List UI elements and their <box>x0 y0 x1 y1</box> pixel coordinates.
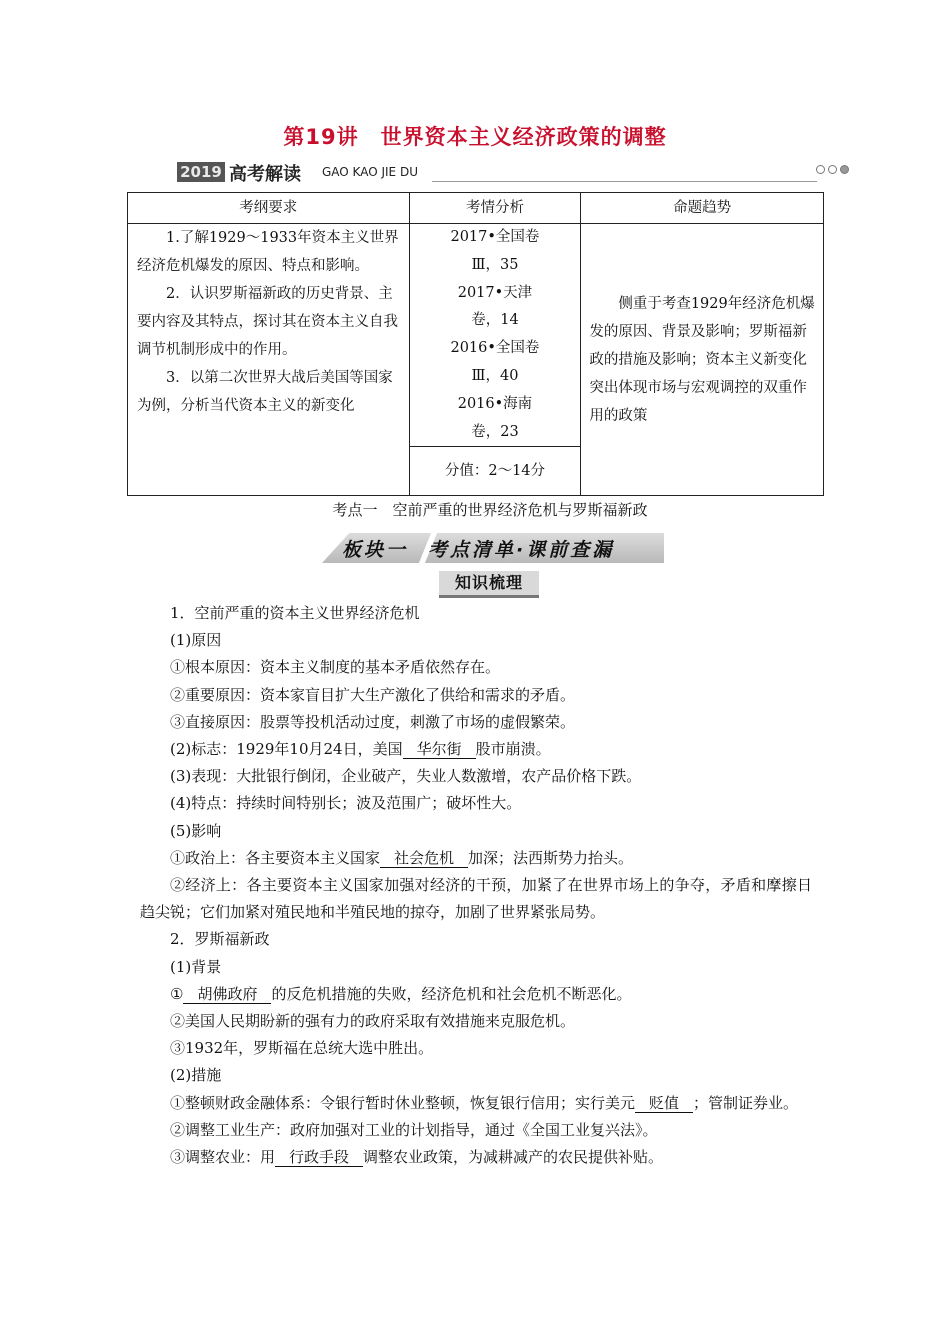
analysis-cell <box>409 224 581 447</box>
dot-icon <box>840 165 849 174</box>
text-fragment: ①整顿财政金融体系：令银行暂时休业整顿，恢复银行信用；实行美元 <box>170 1093 636 1112</box>
subheading: (1)背景 <box>170 957 222 976</box>
paragraph <box>140 1144 812 1171</box>
text-fragment: 股市崩溃。 <box>475 740 551 759</box>
paragraph: ③1932年，罗斯福在总统大选中胜出。 <box>170 1039 434 1058</box>
text-fragment: 的反危机措施的失败，经济危机和社会危机不断恶化。 <box>271 984 632 1003</box>
fill-blank-answer: 行政手段 <box>275 1148 363 1167</box>
text-fragment: ① <box>170 984 184 1003</box>
dot-icon <box>828 165 837 174</box>
paragraph: ②经济上：各主要资本主义国家加强对经济的干预，加紧了在世界市场上的争夺，矛盾和摩擦日趋尖锐；它们加紧对殖民地和半殖民地的掠夺，加剧了世界紧张局势。 <box>140 876 812 922</box>
block-banner-text <box>342 535 614 562</box>
block-banner-right: 考点清单·课前查漏 <box>428 539 615 561</box>
banner-dots-icon <box>816 165 849 174</box>
header-requirements: 考纲要求 <box>128 193 410 224</box>
requirements-cell <box>128 224 410 496</box>
score-cell: 分值：2～14分 <box>409 447 581 496</box>
paragraph: (3)表现：大批银行倒闭，企业破产，失业人数激增，农产品价格下跌。 <box>170 767 642 786</box>
paragraph <box>140 1090 812 1117</box>
analysis-line: 2016•海南 <box>457 395 533 412</box>
paragraph <box>140 981 812 1008</box>
requirement-item: 3．以第二次世界大战后美国等国家为例，分析当代资本主义的新变化 <box>137 370 393 414</box>
subheading: (2)措施 <box>170 1066 222 1085</box>
text-fragment: (2)标志：1929年10月24日，美国 <box>170 740 403 759</box>
page-title: 第19讲 世界资本主义经济政策的调整 <box>283 125 667 149</box>
text-fragment: 调整农业政策，为减耕减产的农民提供补贴。 <box>363 1148 664 1167</box>
paragraph: ②美国人民期盼新的强有力的政府采取有效措施来克服危机。 <box>170 1012 576 1031</box>
exam-analysis-table <box>127 192 824 496</box>
paragraph <box>140 736 812 763</box>
block-one-banner <box>322 533 664 563</box>
paragraph <box>140 845 812 872</box>
fill-blank-answer: 贬值 <box>635 1094 693 1113</box>
paragraph: ③直接原因：股票等投机活动过度，刺激了市场的虚假繁荣。 <box>170 712 576 731</box>
fill-blank-answer: 胡佛政府 <box>183 985 271 1004</box>
dot-icon <box>816 165 825 174</box>
exam-point-heading: 考点一 空前严重的世界经济危机与罗斯福新政 <box>332 501 648 519</box>
trend-cell <box>581 224 824 496</box>
fill-blank-answer: 社会危机 <box>380 849 468 868</box>
subheading: (1)原因 <box>170 631 222 650</box>
gaokao-banner <box>177 160 849 186</box>
analysis-line: 2016•全国卷 <box>450 340 540 357</box>
knowledge-content <box>140 600 812 1171</box>
text-fragment: ③调整农业：用 <box>170 1148 276 1167</box>
paragraph: (4)特点：持续时间特别长；波及范围广；破坏性大。 <box>170 794 522 813</box>
banner-pinyin: GAO KAO JIE DU <box>322 165 418 179</box>
analysis-line: Ⅲ，40 <box>471 367 519 384</box>
text-fragment: 加深；法西斯势力抬头。 <box>468 848 634 867</box>
analysis-line: Ⅲ，35 <box>471 256 519 273</box>
banner-rule <box>432 181 817 182</box>
section-heading: 2．罗斯福新政 <box>170 930 270 949</box>
header-trend: 命题趋势 <box>581 193 824 224</box>
requirement-item: 1.了解1929～1933年资本主义世界经济危机爆发的原因、特点和影响。 <box>137 230 399 274</box>
analysis-line: 2017•全国卷 <box>450 229 540 245</box>
paragraph: ①根本原因：资本主义制度的基本矛盾依然存在。 <box>170 658 501 677</box>
analysis-line: 2017•天津 <box>457 284 533 301</box>
analysis-line: 卷，23 <box>471 423 519 440</box>
block-banner-left: 板块一 <box>342 539 409 561</box>
paragraph: ②重要原因：资本家盲目扩大生产激化了供给和需求的矛盾。 <box>170 685 576 704</box>
fill-blank-answer: 华尔街 <box>403 740 476 759</box>
text-fragment: ；管制证券业。 <box>693 1093 799 1112</box>
paragraph: ②调整工业生产：政府加强对工业的计划指导，通过《全国工业复兴法》。 <box>170 1120 658 1139</box>
banner-year: 2019 <box>177 162 225 182</box>
banner-title: 高考解读 <box>229 164 301 185</box>
text-fragment: ①政治上：各主要资本主义国家 <box>170 848 381 867</box>
knowledge-label: 知识梳理 <box>439 571 539 598</box>
subheading: (5)影响 <box>170 821 222 840</box>
requirement-item: 2．认识罗斯福新政的历史背景、主要内容及其特点，探讨其在资本主义自我调节机制形成中的作用。 <box>137 286 398 358</box>
section-heading: 1．空前严重的资本主义世界经济危机 <box>170 604 420 622</box>
analysis-line: 卷，14 <box>471 312 519 329</box>
header-analysis: 考情分析 <box>409 193 581 224</box>
trend-text: 侧重于考查1929年经济危机爆发的原因、背景及影响；罗斯福新政的措施及影响；资本主义新变化突出体现市场与宏观调控的双重作用的政策 <box>589 295 815 424</box>
